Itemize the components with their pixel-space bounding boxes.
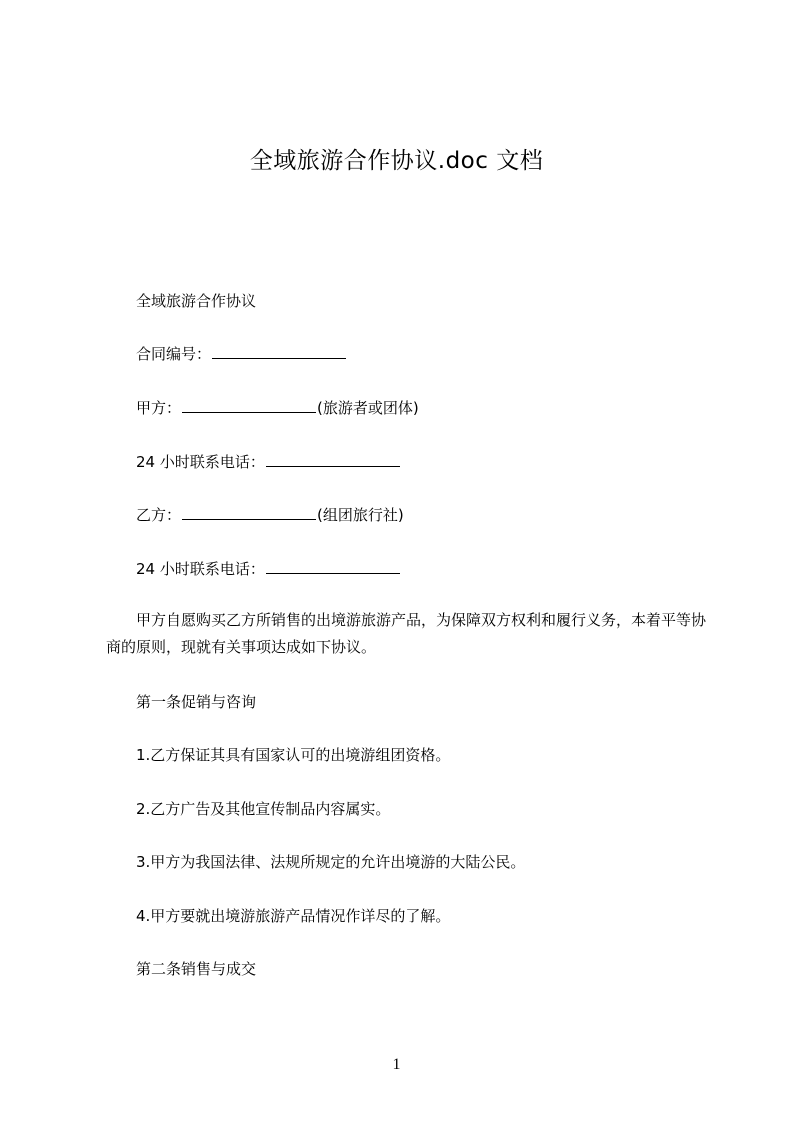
party-b-label: 乙方： — [136, 506, 182, 524]
party-a-line — [136, 398, 419, 418]
contract-number-label: 合同编号： — [136, 345, 212, 363]
party-a-label: 甲方： — [136, 399, 182, 417]
agreement-heading: 全域旅游合作协议 — [136, 292, 257, 310]
phone-line-a — [136, 452, 401, 472]
article-1-item-1: 1.乙方保证其具有国家认可的出境游组团资格。 — [136, 746, 451, 764]
party-a-blank — [182, 398, 316, 413]
article-2-heading: 第二条销售与成交 — [136, 960, 257, 978]
contract-number-line — [136, 344, 347, 364]
phone-blank-a — [266, 452, 400, 467]
intro-paragraph: 甲方自愿购买乙方所销售的出境游旅游产品，为保障双方权利和履行义务，本着平等协商的原则，现就有关事项达成如下协议。 — [106, 611, 707, 656]
party-a-note: (旅游者或团体) — [317, 399, 419, 417]
phone-label-a: 24 小时联系电话： — [136, 453, 265, 471]
page-number: 1 — [392, 1056, 401, 1073]
phone-line-b — [136, 559, 401, 579]
article-1-item-2: 2.乙方广告及其他宣传制品内容属实。 — [136, 800, 391, 818]
party-b-note: (组团旅行社) — [317, 506, 404, 524]
article-1-item-4: 4.甲方要就出境游旅游产品情况作详尽的了解。 — [136, 907, 451, 925]
article-1-item-3: 3.甲方为我国法律、法规所规定的允许出境游的大陆公民。 — [136, 853, 526, 871]
article-1-heading: 第一条促销与咨询 — [136, 693, 257, 711]
party-b-blank — [182, 505, 316, 520]
phone-blank-b — [266, 559, 400, 574]
party-b-line — [136, 505, 404, 525]
phone-label-b: 24 小时联系电话： — [136, 560, 265, 578]
contract-number-blank — [212, 344, 346, 359]
document-title: 全域旅游合作协议.doc 文档 — [249, 148, 544, 174]
